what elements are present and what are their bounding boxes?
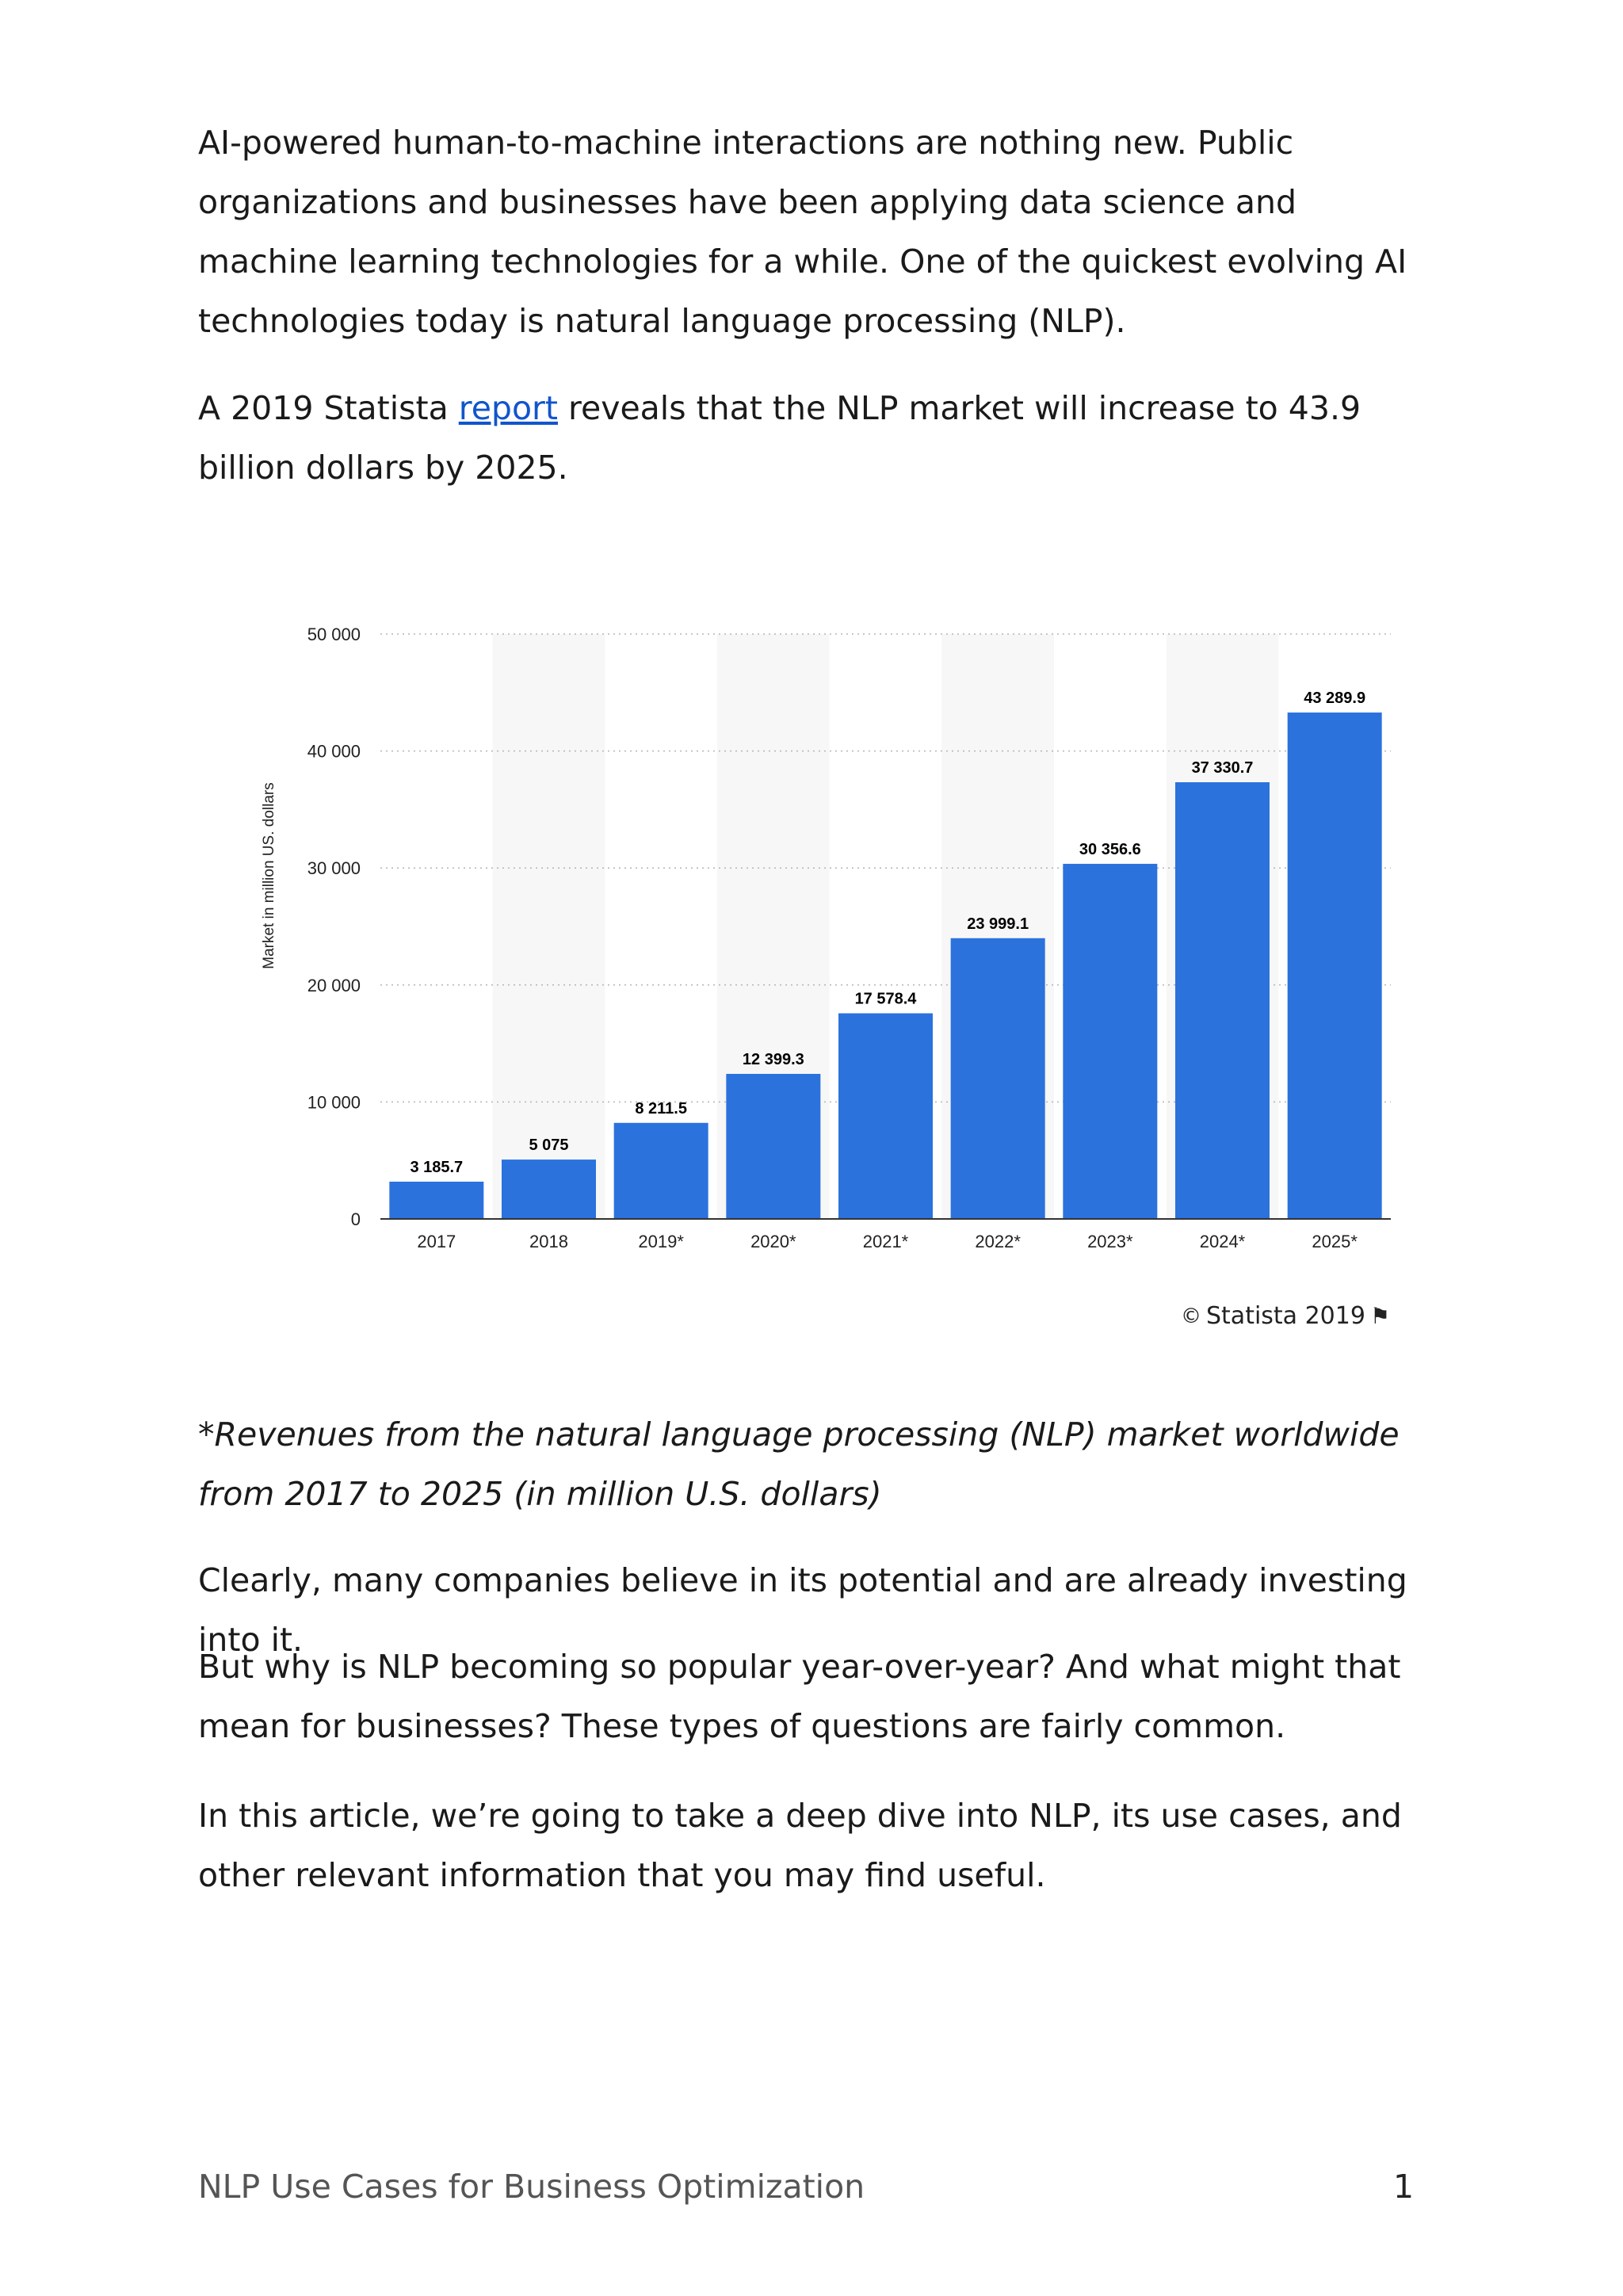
statista-paragraph — [198, 379, 1434, 498]
chart-stripe-1 — [493, 634, 605, 1219]
chart-x-tick-2: 2019* — [638, 1232, 684, 1251]
page-number: 1 — [1393, 2168, 1415, 2206]
chart-x-tick-8: 2025* — [1312, 1232, 1358, 1251]
chart-data-label-2: 8 211.5 — [635, 1099, 687, 1117]
copyright-icon: © — [1181, 1304, 1201, 1328]
chart-data-label-1: 5 075 — [529, 1137, 569, 1155]
chart-y-tick-4: 40 000 — [307, 741, 361, 762]
chart-data-label-5: 23 999.1 — [967, 915, 1029, 933]
chart-data-label-7: 37 330.7 — [1191, 758, 1254, 777]
chart-bar-2024 — [1175, 782, 1270, 1219]
chart-data-label-3: 12 399.3 — [742, 1050, 804, 1068]
statista-credit — [1181, 1302, 1390, 1330]
chart-bar-2020 — [726, 1074, 820, 1219]
chart-y-tick-labels — [307, 625, 361, 1229]
chart-x-tick-6: 2023* — [1087, 1232, 1133, 1251]
credit-text: Statista 2019 — [1206, 1302, 1365, 1330]
statista-paragraph-start: A 2019 Statista — [198, 389, 459, 427]
chart-bar-2018 — [502, 1159, 596, 1219]
chart-y-tick-5: 50 000 — [307, 625, 361, 644]
flag-icon[interactable]: ⚑ — [1369, 1303, 1391, 1329]
article-intro-paragraph: In this article, we’re going to take a deep dive into NLP, its use cases, and other relevant information that you may find useful. — [198, 1797, 1402, 1894]
chart-bar-2022 — [951, 938, 1045, 1219]
chart-data-label-4: 17 578.4 — [854, 990, 917, 1008]
chart-data-label-0: 3 185.7 — [410, 1158, 464, 1176]
chart-data-label-8: 43 289.9 — [1304, 690, 1366, 708]
chart-x-tick-0: 2017 — [417, 1232, 456, 1251]
report-link[interactable]: report — [458, 389, 558, 427]
chart-y-tick-2: 20 000 — [307, 975, 361, 995]
chart-y-tick-1: 10 000 — [307, 1092, 361, 1113]
chart-x-tick-labels — [417, 1232, 1358, 1251]
chart-y-tick-3: 30 000 — [307, 858, 361, 879]
chart-caption: *Revenues from the natural language processing (NLP) market worldwide from 2017 to 2025 (in million U.S. dollars) — [198, 1415, 1400, 1513]
chart-x-tick-4: 2021* — [862, 1232, 909, 1251]
chart-x-tick-1: 2018 — [529, 1232, 568, 1251]
statista-paragraph-end: reveals that the NLP market will increase to 43.9 billion dollars by 2025. — [198, 389, 1361, 487]
chart-bar-2025 — [1288, 712, 1382, 1219]
chart-bar-2023 — [1063, 864, 1157, 1219]
chart-bar-2017 — [389, 1182, 483, 1219]
chart-y-tick-0: 0 — [350, 1209, 361, 1229]
popularity-paragraph: But why is NLP becoming so popular year-over-year? And what might that mean for businesses? These types of questions are fairly common. — [198, 1648, 1401, 1745]
chart-x-tick-3: 2020* — [750, 1232, 796, 1251]
chart-x-tick-5: 2022* — [975, 1232, 1021, 1251]
chart-bar-2019 — [614, 1123, 708, 1219]
investment-paragraph: Clearly, many companies believe in its potential and are already investing into it. — [198, 1561, 1407, 1659]
chart-x-tick-7: 2024* — [1199, 1232, 1246, 1251]
footer-document-title: NLP Use Cases for Business Optimization — [198, 2168, 865, 2206]
intro-paragraph: AI-powered human-to-machine interactions are nothing new. Public organizations and businesses have been applying data science and machine learning technologies for a while. One of the quickest evolving AI technologies today is natural language processing (NLP). — [198, 124, 1407, 340]
chart-y-axis-label: Market in million US. dollars — [261, 782, 277, 969]
nlp-market-bar-chart — [246, 602, 1403, 1331]
chart-bar-2021 — [838, 1014, 933, 1219]
chart-data-label-6: 30 356.6 — [1079, 840, 1141, 858]
